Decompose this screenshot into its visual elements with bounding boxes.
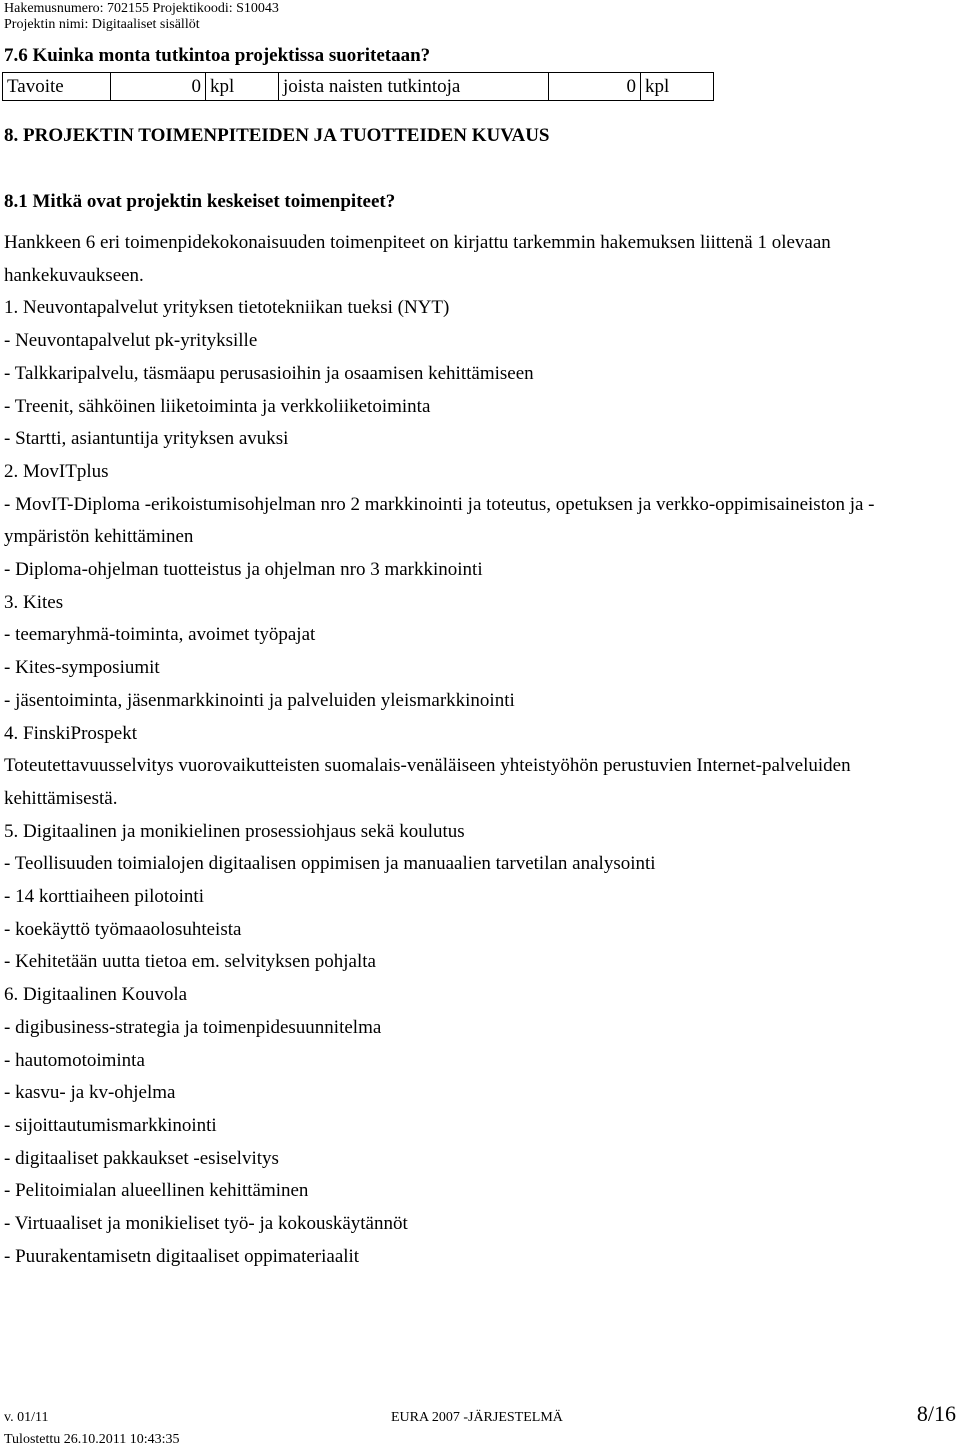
list-item: 6. Digitaalinen Kouvola xyxy=(4,984,188,1006)
section-8-title: 8. PROJEKTIN TOIMENPITEIDEN JA TUOTTEIDEN KUVAUS xyxy=(4,125,550,146)
list-item: - hautomotoiminta xyxy=(4,1049,145,1071)
degrees-table xyxy=(2,72,714,101)
header-project-name: Projektin nimi: Digitaaliset sisällöt xyxy=(4,17,200,32)
footer-version: v. 01/11 xyxy=(4,1410,49,1425)
women-degrees-value: 0 xyxy=(549,73,641,101)
list-item: - Kites-symposiumit xyxy=(4,657,160,679)
list-item: - koekäyttö työmaaolosuhteista xyxy=(4,918,242,940)
list-item: Toteutettavuusselvitys vuorovaikutteisten suomalais-venäläiseen yhteistyöhön perustuvien Internet-palveluiden kehittämisestä. xyxy=(4,755,851,809)
list-item: - MovIT-Diploma -erikoistumisohjelman nro 2 markkinointi ja toteutus, opetuksen ja verkko-oppimisaineiston ja -ympäristön kehittäminen xyxy=(4,493,875,548)
list-item: - Talkkaripalvelu, täsmäapu perusasioihin ja osaamisen kehittämiseen xyxy=(4,362,534,384)
footer-printed-timestamp: Tulostettu 26.10.2011 10:43:35 xyxy=(4,1432,180,1447)
list-item: - jäsentoiminta, jäsenmarkkinointi ja palveluiden yleismarkkinointi xyxy=(4,689,515,711)
list-item: - Virtuaaliset ja monikieliset työ- ja kokouskäytännöt xyxy=(4,1213,408,1235)
section-8-1-body xyxy=(4,227,956,1274)
women-degrees-unit: kpl xyxy=(641,73,714,101)
list-item: - Startti, asiantuntija yrityksen avuksi xyxy=(4,428,289,450)
list-item: - Treenit, sähköinen liiketoiminta ja verkkoliiketoiminta xyxy=(4,395,431,417)
goal-label: Tavoite xyxy=(3,73,111,101)
list-item: - Puurakentamisetn digitaaliset oppimateriaalit xyxy=(4,1245,360,1267)
list-item: - Teollisuuden toimialojen digitaalisen oppimisen ja manuaalien tarvetilan analysointi xyxy=(4,853,656,875)
list-item: - digitaaliset pakkaukset -esiselvitys xyxy=(4,1147,279,1169)
section-7-6-title: 7.6 Kuinka monta tutkintoa projektissa suoritetaan? xyxy=(4,45,431,66)
list-item: 4. FinskiProspekt xyxy=(4,722,138,744)
list-item: 5. Digitaalinen ja monikielinen prosessiohjaus sekä koulutus xyxy=(4,820,465,842)
women-degrees-label: joista naisten tutkintoja xyxy=(279,73,549,101)
list-item: - kasvu- ja kv-ohjelma xyxy=(4,1082,176,1104)
section-8-1-title: 8.1 Mitkä ovat projektin keskeiset toimenpiteet? xyxy=(4,191,396,212)
list-item: - teemaryhmä-toiminta, avoimet työpajat xyxy=(4,624,316,646)
goal-unit: kpl xyxy=(206,73,279,101)
list-item: - digibusiness-strategia ja toimenpidesuunnitelma xyxy=(4,1016,382,1038)
list-item: 2. MovITplus xyxy=(4,460,109,482)
list-item: - 14 korttiaiheen pilotointi xyxy=(4,886,204,908)
list-item: - sijoittautumismarkkinointi xyxy=(4,1114,217,1136)
goal-value: 0 xyxy=(111,73,206,101)
list-item: - Neuvontapalvelut pk-yrityksille xyxy=(4,330,258,352)
footer-system-name: EURA 2007 -JÄRJESTELMÄ xyxy=(391,1410,563,1425)
header-application-info: Hakemusnumero: 702155 Projektikoodi: S10043 xyxy=(4,1,279,16)
list-item: 1. Neuvontapalvelut yrityksen tietotekniikan tueksi (NYT) xyxy=(4,297,450,319)
list-item: - Diploma-ohjelman tuotteistus ja ohjelman nro 3 markkinointi xyxy=(4,559,483,581)
list-item: - Pelitoimialan alueellinen kehittäminen xyxy=(4,1180,309,1202)
intro-paragraph: Hankkeen 6 eri toimenpidekokonaisuuden toimenpiteet on kirjattu tarkemmin hakemuksen liittenä 1 olevaan hankekuvaukseen. xyxy=(4,232,831,286)
degrees-row xyxy=(3,73,714,101)
list-item: - Kehitetään uutta tietoa em. selvityksen pohjalta xyxy=(4,951,376,973)
footer-page-number: 8/16 xyxy=(916,1401,956,1426)
list-item: 3. Kites xyxy=(4,591,64,613)
